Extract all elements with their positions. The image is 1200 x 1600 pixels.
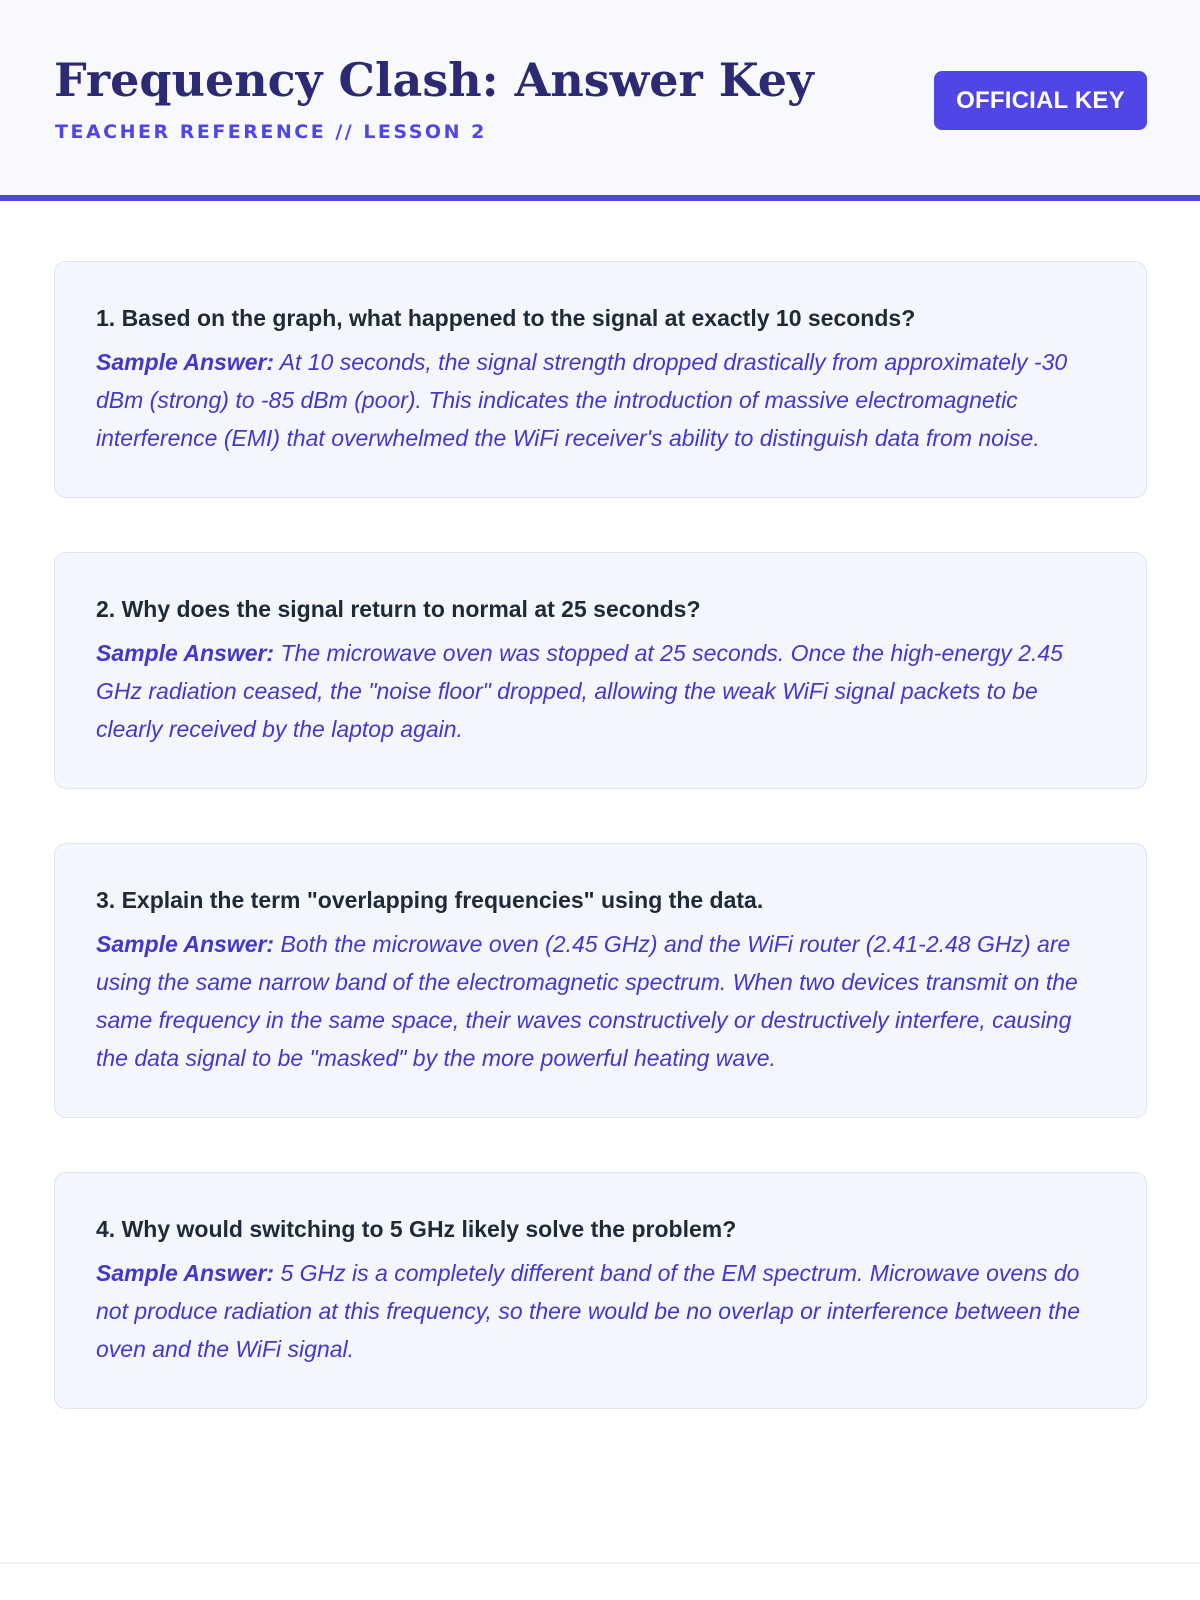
official-key-badge: OFFICIAL KEY xyxy=(934,71,1147,130)
sample-answer-label: Sample Answer: xyxy=(96,349,275,375)
page-title: Frequency Clash: Answer Key xyxy=(54,53,814,107)
question-text: 2. Why does the signal return to normal at 25 seconds? xyxy=(96,596,701,622)
question-text: 4. Why would switching to 5 GHz likely solve the problem? xyxy=(96,1216,737,1242)
question-card-1 xyxy=(54,261,1147,498)
sample-answer xyxy=(96,1254,1106,1368)
question-text: 3. Explain the term "overlapping frequencies" using the data. xyxy=(96,887,764,913)
sample-answer xyxy=(96,925,1106,1077)
question-card-3 xyxy=(54,843,1147,1118)
question-card-4 xyxy=(54,1172,1147,1409)
sample-answer-label: Sample Answer: xyxy=(96,1260,275,1286)
sample-answer xyxy=(96,634,1106,748)
sample-answer-label: Sample Answer: xyxy=(96,640,275,666)
sample-answer-text: The microwave oven was stopped at 25 seconds. Once the high-energy 2.45 GHz radiation ceased, the "noise floor" dropped, allowing the weak WiFi signal packets to be clearly received by the laptop again. xyxy=(96,640,1063,742)
page-header xyxy=(0,0,1200,201)
answer-list xyxy=(54,261,1147,1463)
footer-divider xyxy=(0,1562,1200,1564)
question-text: 1. Based on the graph, what happened to the signal at exactly 10 seconds? xyxy=(96,305,916,331)
question-card-2 xyxy=(54,552,1147,789)
sample-answer-text: Both the microwave oven (2.45 GHz) and the WiFi router (2.41-2.48 GHz) are using the same narrow band of the electromagnetic spectrum. When two devices transmit on the same frequency in the same space, their waves constructively or destructively interfere, causing the data signal to be "masked" by the more powerful heating wave. xyxy=(96,931,1078,1071)
page-subtitle: TEACHER REFERENCE // LESSON 2 xyxy=(55,121,487,143)
sample-answer xyxy=(96,343,1106,457)
sample-answer-text: At 10 seconds, the signal strength dropped drastically from approximately -30 dBm (strong) to -85 dBm (poor). This indicates the introduction of massive electromagnetic interference (EMI) that overwhelmed the WiFi receiver's ability to distinguish data from noise. xyxy=(96,349,1068,451)
sample-answer-text: 5 GHz is a completely different band of the EM spectrum. Microwave ovens do not produce radiation at this frequency, so there would be no overlap or interference between the oven and the WiFi signal. xyxy=(96,1260,1081,1362)
sample-answer-label: Sample Answer: xyxy=(96,931,275,957)
